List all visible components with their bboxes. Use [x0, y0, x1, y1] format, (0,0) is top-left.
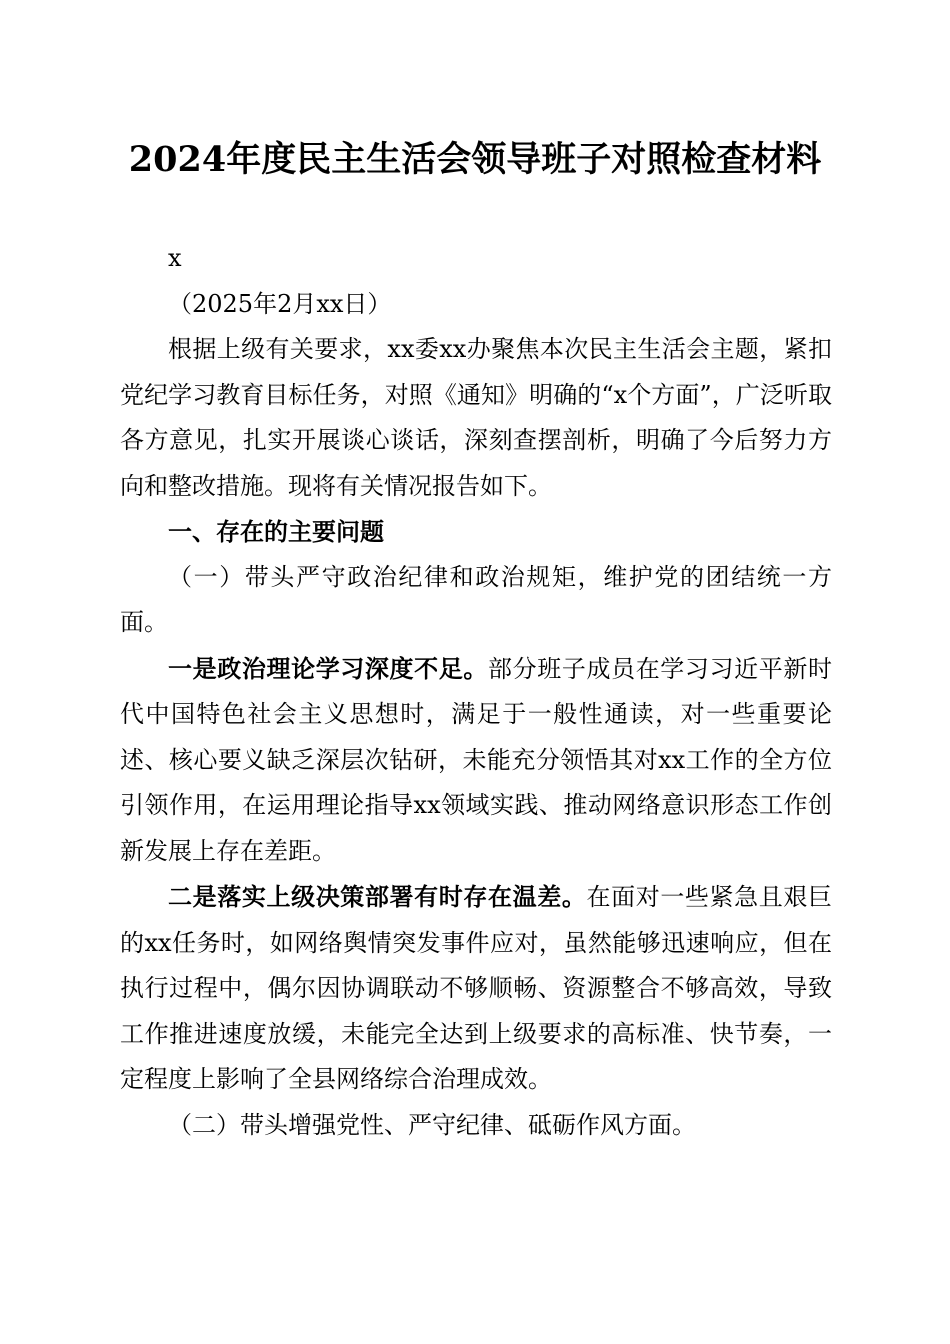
point-paragraph-2: [120, 874, 832, 1103]
point-body-1: 部分班子成员在学习习近平新时代中国特色社会主义思想时，满足于一般性通读，对一些重要论述、核心要义缺乏深层次钻研，未能充分领悟其对xx工作的全方位引领作用，在运用理论指导xx领域实践、推动网络意识形态工作创新发展上存在差距。: [120, 654, 832, 865]
document-body: [120, 236, 832, 1148]
subsection-heading-2: （二）带头增强党性、严守纪律、砥砺作风方面。: [168, 1110, 696, 1139]
date-line: （2025年2月xx日）: [168, 289, 392, 318]
intro-paragraph: 根据上级有关要求，xx委xx办聚焦本次民主生活会主题，紧扣党纪学习教育目标任务，对照《通知》明确的“x个方面”，广泛听取各方意见，扎实开展谈心谈话，深刻查摆剖析，明确了今后努力方向和整改措施。现将有关情况报告如下。: [120, 335, 832, 500]
subsection-heading-1: （一）带头严守政治纪律和政治规矩，维护党的团结统一方面。: [120, 562, 832, 636]
point-body-2: 在面对一些紧急且艰巨的xx任务时，如网络舆情突发事件应对，虽然能够迅速响应，但在执行过程中，偶尔因协调联动不够顺畅、资源整合不够高效，导致工作推进速度放缓，未能完全达到上级要求的高标准、快节奏，一定程度上影响了全县网络综合治理成效。: [120, 883, 833, 1093]
section-heading-problems: 一、存在的主要问题: [168, 517, 384, 546]
document-title: 2024年度民主生活会领导班子对照检查材料: [128, 139, 822, 180]
point-lead-2: 二是落实上级决策部署有时存在温差。: [168, 882, 587, 911]
point-lead-1: 一是政治理论学习深度不足。: [168, 653, 488, 683]
author-line: x: [168, 244, 182, 272]
point-paragraph-1: [120, 646, 832, 875]
